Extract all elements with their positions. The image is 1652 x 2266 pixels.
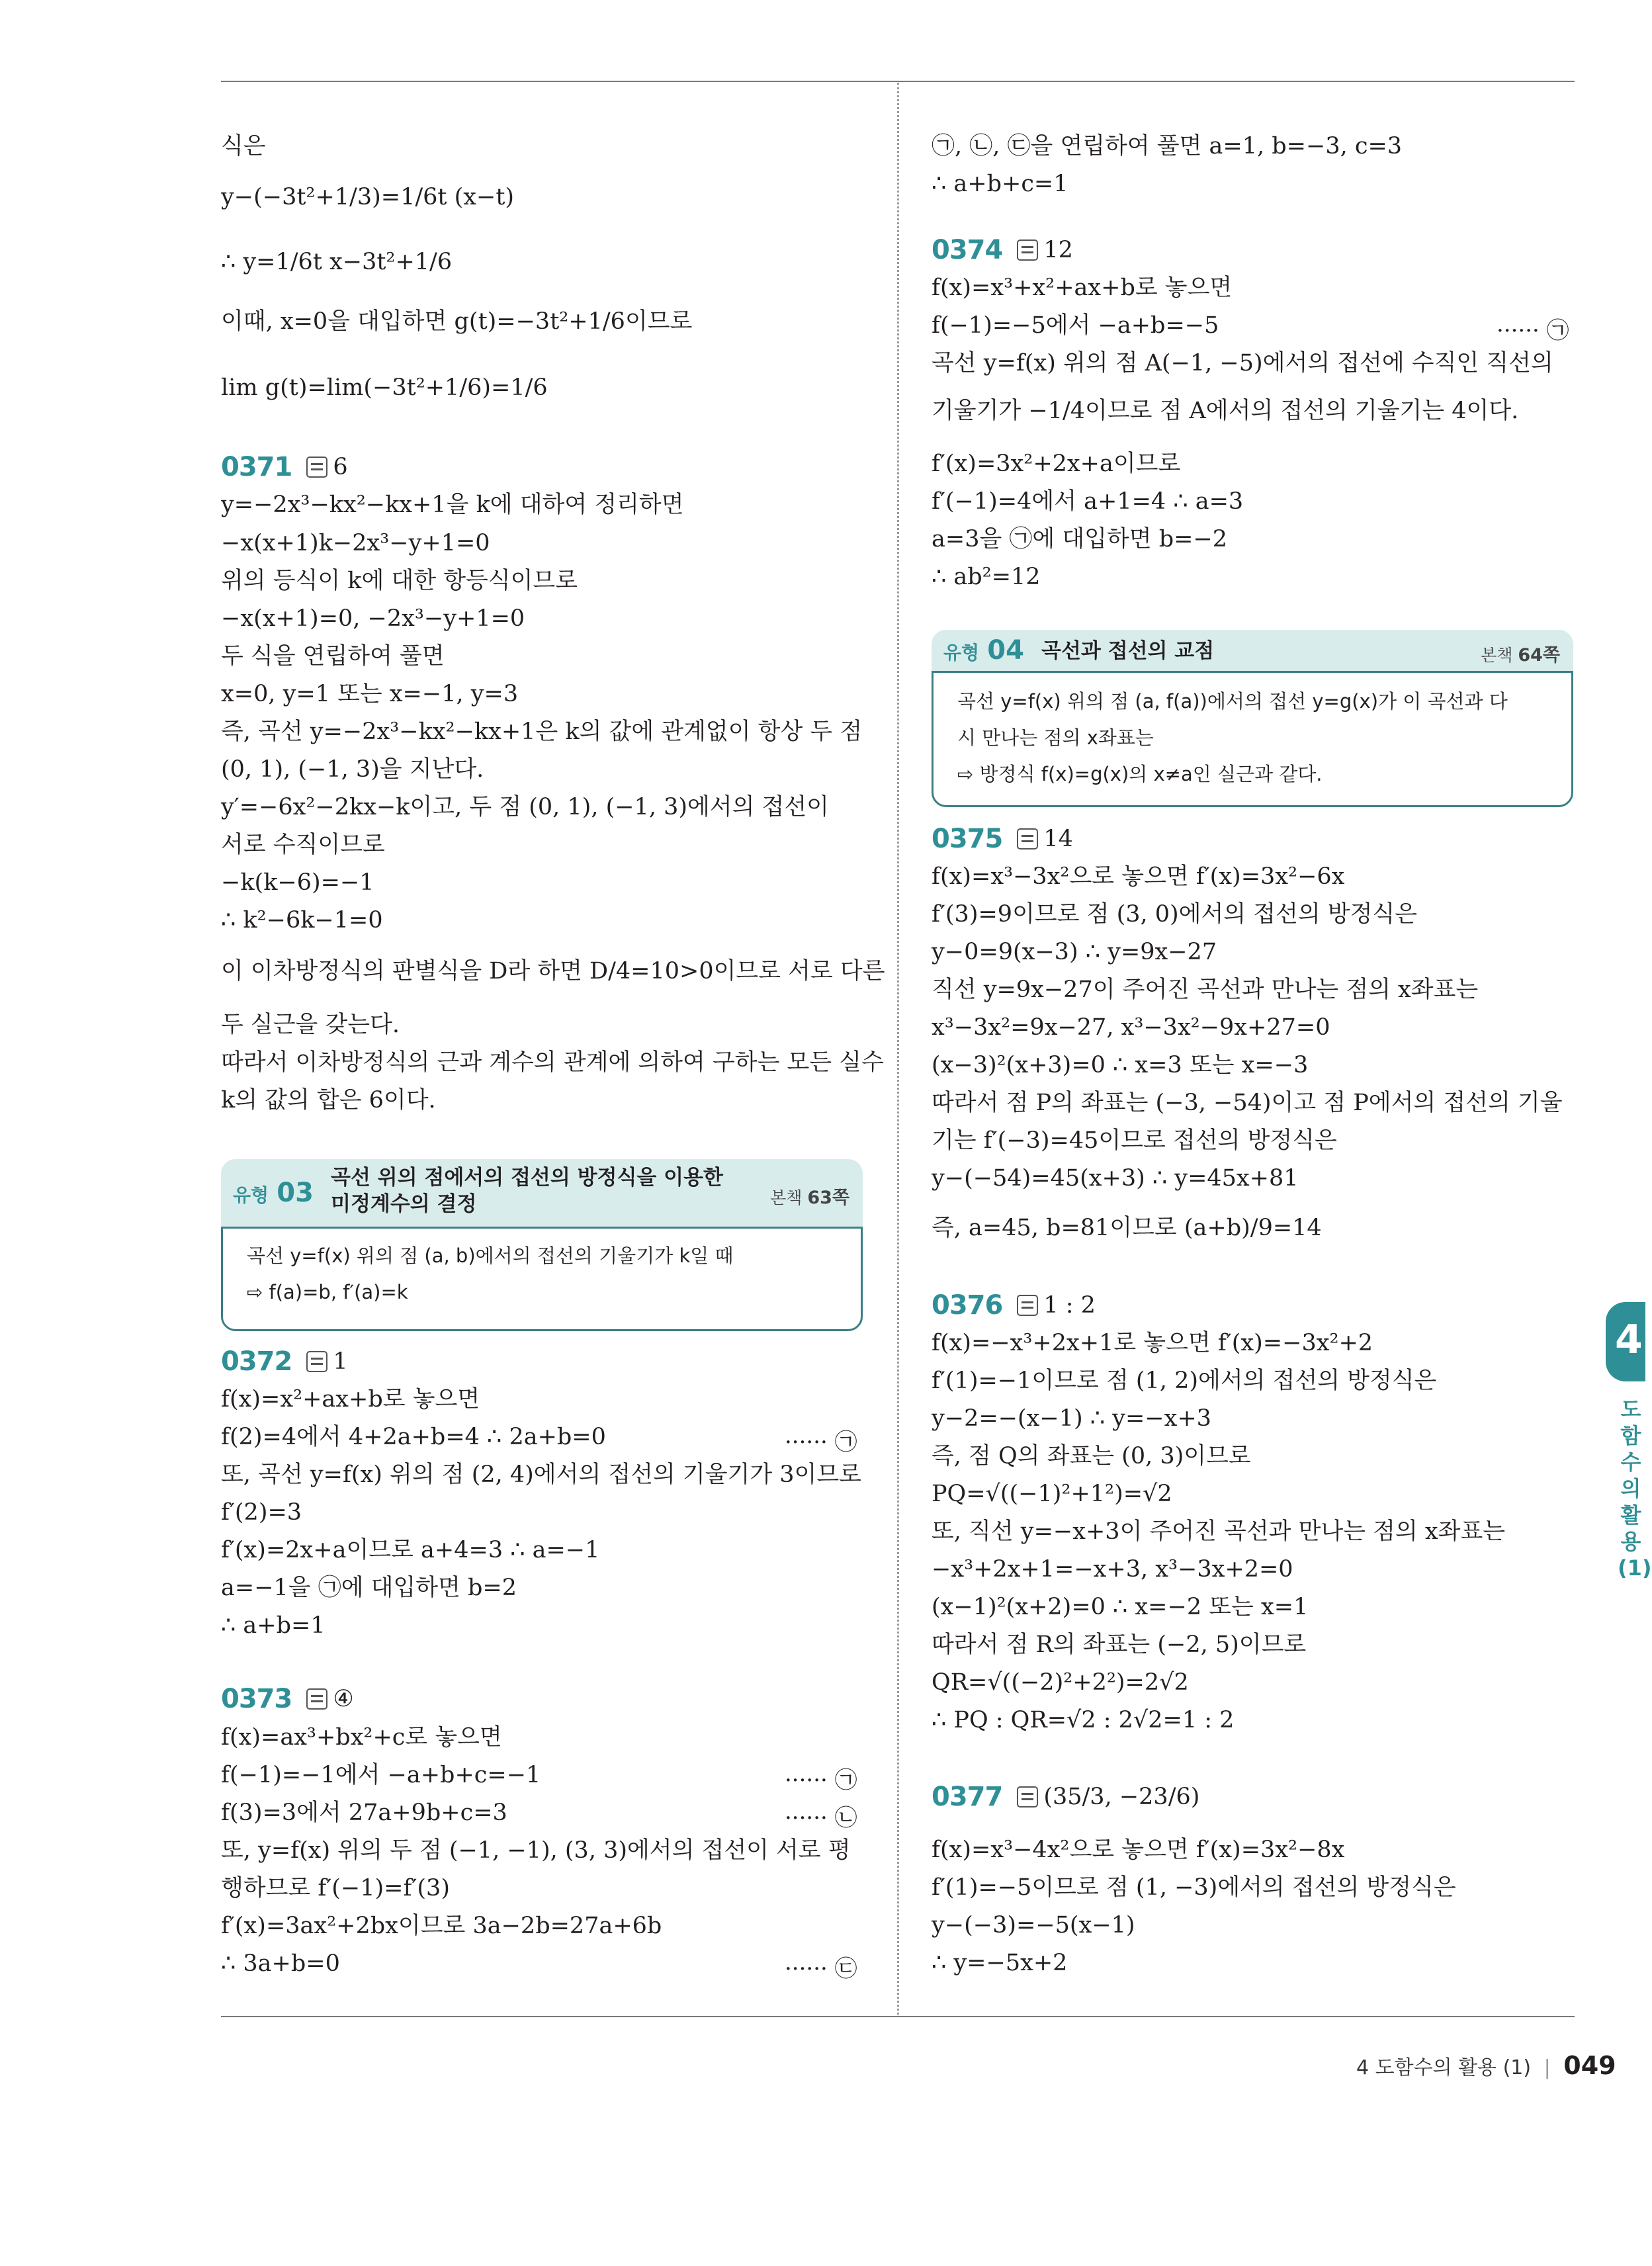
equation-mark: ······ ㉢ [785,1956,857,1982]
solution-line: 위의 등식이 k에 대한 항등식이므로 [221,568,578,594]
solution-line: −x³+2x+1=−x+3, x³−3x+2=0 [932,1556,1293,1583]
solution-line: f(x)=−x³+2x+1로 놓으면 f′(x)=−3x²+2 [932,1330,1373,1356]
solution-line: QR=√((−2)²+2²)=2√2 [932,1669,1189,1696]
solution-line: 또, 곡선 y=f(x) 위의 점 (2, 4)에서의 접선의 기울기가 3이므로 [221,1461,861,1488]
solution-line: f(x)=x³−4x²으로 놓으면 f′(x)=3x²−8x [932,1837,1345,1863]
solution-line: PQ=√((−1)²+1²)=√2 [932,1481,1172,1507]
type-04-header [932,630,1573,671]
problem-0375-header [932,824,1073,854]
equation-mark: ······ ㉡ [785,1805,857,1831]
solution-line: 직선 y=9x−27이 주어진 곡선과 만나는 점의 x좌표는 [932,977,1479,1003]
type-04-body [932,671,1573,807]
equation-mark: ······ ㉠ [785,1767,857,1794]
intro-line: 이때, x=0을 대입하면 g(t)=−3t²+1/6이므로 [221,308,693,335]
solution-line: 따라서 점 P의 좌표는 (−3, −54)이고 점 P에서의 접선의 기울 [932,1090,1563,1116]
type-03-reference: 본책 63쪽 [770,1188,849,1208]
solution-line: ∴ a+b=1 [221,1612,326,1639]
solution-line: f(2)=4에서 4+2a+b=4 ∴ 2a+b=0 [221,1424,606,1450]
solution-line: f′(2)=3 [221,1499,302,1526]
equation-mark: ······ ㉠ [1497,318,1569,344]
type-03-body [221,1227,863,1331]
intro-line: ∴ y=1/6t x−3t²+1/6 [221,249,453,275]
answer-icon [306,1688,327,1710]
solution-line: f(x)=x³+x²+ax+b로 놓으면 [932,275,1233,301]
solution-line: 기울기가 −1/4이므로 점 A에서의 접선의 기울기는 4이다. [932,398,1519,424]
answer-value: 12 [1043,237,1073,263]
type-04-title: 곡선과 접선의 교점 [1041,639,1215,663]
problem-number: 0373 [221,1684,292,1714]
page-footer: 4 도함수의 활용 (1) | 049 [1356,2051,1616,2080]
solution-line: 두 식을 연립하여 풀면 [221,643,445,670]
solution-line: f(−1)=−5에서 −a+b=−5 [932,312,1219,339]
solution-line: 이 이차방정식의 판별식을 D라 하면 D/4=10>0이므로 서로 다른 [221,958,885,984]
solution-line: f′(1)=−5이므로 점 (1, −3)에서의 접선의 방정식은 [932,1874,1456,1901]
solution-line: 또, y=f(x) 위의 두 점 (−1, −1), (3, 3)에서의 접선이 서로 평 [221,1837,851,1864]
type-03-box [221,1159,863,1331]
solution-line: (0, 1), (−1, 3)을 지난다. [221,756,484,783]
answer-value: (35/3, −23/6) [1043,1784,1200,1810]
problem-0377-header [932,1782,1199,1812]
solution-line: −x(x+1)k−2x³−y+1=0 [221,530,490,556]
answer-value: 14 [1043,826,1073,852]
solution-line: −k(k−6)=−1 [221,869,374,896]
solution-line: f(x)=x³−3x²으로 놓으면 f′(x)=3x²−6x [932,863,1345,890]
answer-value: ④ [333,1686,354,1712]
answer-icon [1017,1786,1038,1808]
problem-0376-header [932,1290,1096,1321]
solution-line: ㉠, ㉡, ㉢을 연립하여 풀면 a=1, b=−3, c=3 [932,133,1403,159]
top-rule [221,81,1575,82]
answer-icon [306,457,327,478]
solution-line: f′(3)=9이므로 점 (3, 0)에서의 접선의 방정식은 [932,901,1418,928]
problem-0373-header [221,1684,354,1714]
bottom-rule [221,2016,1575,2017]
solution-line: f′(x)=3x²+2x+a이므로 [932,451,1181,477]
solution-line: −x(x+1)=0, −2x³−y+1=0 [221,605,525,632]
problem-number: 0375 [932,824,1003,854]
solution-line: a=3을 ㉠에 대입하면 b=−2 [932,526,1228,552]
chapter-number: 4 [1615,1317,1643,1363]
answer-value: 1 [333,1348,348,1375]
solution-line: a=−1을 ㉠에 대입하면 b=2 [221,1575,517,1601]
solution-line: 즉, 곡선 y=−2x³−kx²−kx+1은 k의 값에 관계없이 항상 두 점 [221,719,863,745]
problem-number: 0376 [932,1290,1003,1321]
solution-line: y−0=9(x−3) ∴ y=9x−27 [932,939,1217,965]
solution-line: x³−3x²=9x−27, x³−3x²−9x+27=0 [932,1014,1330,1041]
problem-number: 0371 [221,452,292,482]
solution-line: ∴ ab²=12 [932,564,1041,590]
solution-line: k의 값의 합은 6이다. [221,1087,436,1113]
solution-line: 서로 수직이므로 [221,832,385,858]
answer-value: 1 : 2 [1043,1292,1096,1319]
solution-line: y′=−6x²−2kx−k이고, 두 점 (0, 1), (−1, 3)에서의 접선이 [221,794,829,820]
type-03-title: 곡선 위의 점에서의 접선의 방정식을 이용한 미정계수의 결정 [331,1166,723,1217]
solution-line: f(−1)=−1에서 −a+b+c=−1 [221,1762,541,1788]
solution-line: (x−1)²(x+2)=0 ∴ x=−2 또는 x=1 [932,1594,1309,1620]
problem-0371-header [221,452,348,482]
solution-line: 즉, 점 Q의 좌표는 (0, 3)이므로 [932,1443,1251,1469]
column-divider [897,83,899,2015]
solution-line: f′(x)=3ax²+2bx이므로 3a−2b=27a+6b [221,1913,662,1939]
type-04-reference: 본책 64쪽 [1481,645,1560,666]
chapter-side-text: 도함수의 활용 (1) [1618,1397,1652,1581]
type-03-text: 곡선 y=f(x) 위의 점 (a, b)에서의 접선의 기울기가 k일 때 ⇨ f(a)=b, f′(a)=k [247,1244,734,1304]
solution-line: 곡선 y=f(x) 위의 점 A(−1, −5)에서의 접선에 수직인 직선의 [932,350,1553,376]
answer-value: 6 [333,454,348,480]
intro-line: 식은 [221,133,266,159]
solution-line: f(3)=3에서 27a+9b+c=3 [221,1800,507,1826]
answer-icon [1017,1295,1038,1316]
equation-mark: ······ ㉠ [785,1429,857,1456]
chapter-side-tab [1606,1302,1645,1381]
solution-line: y−(−3)=−5(x−1) [932,1912,1135,1939]
solution-line: y=−2x³−kx²−kx+1을 k에 대하여 정리하면 [221,492,684,518]
solution-line: f′(−1)=4에서 a+1=4 ∴ a=3 [932,488,1244,515]
footer-chapter: 4 도함수의 활용 (1) [1356,2056,1532,2079]
type-04-box [932,630,1573,807]
answer-icon [306,1351,327,1372]
type-03-label: 유형 03 [233,1178,314,1208]
solution-line: 따라서 점 R의 좌표는 (−2, 5)이므로 [932,1632,1307,1658]
solution-line: f(x)=ax³+bx²+c로 놓으면 [221,1724,502,1751]
solution-line: 즉, a=45, b=81이므로 (a+b)/9=14 [932,1215,1322,1241]
solution-line: 두 실근을 갖는다. [221,1012,400,1038]
problem-number: 0374 [932,235,1003,265]
solution-line: y−2=−(x−1) ∴ y=−x+3 [932,1405,1211,1432]
solution-line: x=0, y=1 또는 x=−1, y=3 [221,681,519,707]
solution-line: 행하므로 f′(−1)=f′(3) [221,1875,450,1901]
answer-icon [1017,240,1038,261]
problem-0374-header [932,235,1073,265]
page-number: 049 [1563,2051,1616,2080]
solution-line: f(x)=x²+ax+b로 놓으면 [221,1386,480,1413]
intro-line: lim g(t)=lim(−3t²+1/6)=1/6 [221,374,548,401]
type-04-label: 유형 04 [943,635,1024,666]
answer-icon [1017,828,1038,850]
problem-0372-header [221,1346,348,1377]
solution-line: ∴ y=−5x+2 [932,1950,1068,1976]
type-04-text: 곡선 y=f(x) 위의 점 (a, f(a))에서의 접선 y=g(x)가 이 곡선과 다 시 만나는 점의 x좌표는 ⇨ 방정식 f(x)=g(x)의 x≠a인 실근과 같다. [957,690,1508,786]
solution-line: f′(x)=2x+a이므로 a+4=3 ∴ a=−1 [221,1537,600,1563]
solution-line: ∴ PQ : QR=√2 : 2√2=1 : 2 [932,1707,1235,1733]
problem-number: 0377 [932,1782,1003,1812]
solution-line: ∴ 3a+b=0 [221,1950,340,1977]
solution-line: 따라서 이차방정식의 근과 계수의 관계에 의하여 구하는 모든 실수 [221,1049,884,1076]
solution-line: (x−3)²(x+3)=0 ∴ x=3 또는 x=−3 [932,1052,1309,1078]
solution-line: 기는 f′(−3)=45이므로 접선의 방정식은 [932,1127,1337,1154]
problem-number: 0372 [221,1346,292,1377]
solution-line: y−(−54)=45(x+3) ∴ y=45x+81 [932,1165,1299,1192]
solution-line: ∴ k²−6k−1=0 [221,907,383,934]
solution-line: 또, 직선 y=−x+3이 주어진 곡선과 만나는 점의 x좌표는 [932,1518,1506,1545]
solution-line: ∴ a+b+c=1 [932,171,1068,197]
solution-line: f′(1)=−1이므로 점 (1, 2)에서의 접선의 방정식은 [932,1368,1437,1394]
intro-line: y−(−3t²+1/3)=1/6t (x−t) [221,184,515,210]
